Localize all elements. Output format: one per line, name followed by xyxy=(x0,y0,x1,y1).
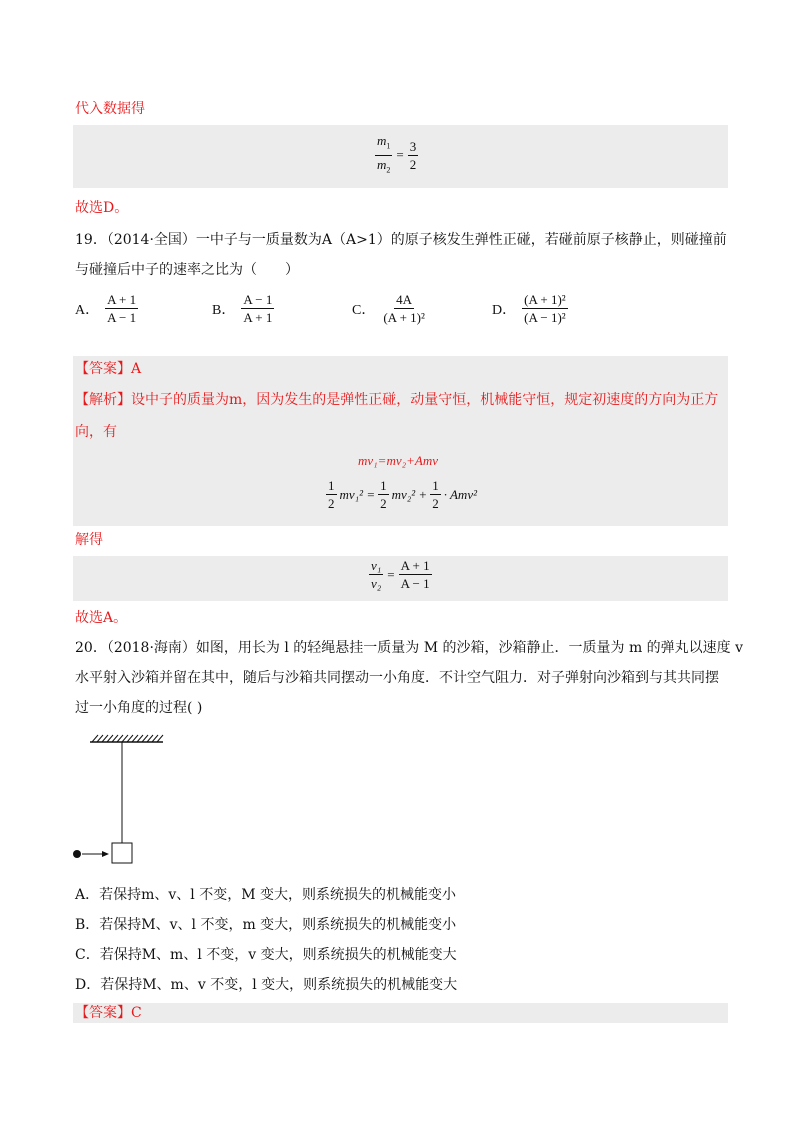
q19-option-b: B． $\frac{A - 1}{A + 1}$ xyxy=(212,292,273,325)
q20-option-a: A．若保持m、v、l 不变，M 变大，则系统损失的机械能变小 xyxy=(75,887,457,903)
velocity-arrow-head xyxy=(102,851,109,857)
q19-option-c: C． $\frac{4A}{\text{(A + 1)²}}$ xyxy=(352,292,425,325)
q20-answer-block xyxy=(73,1003,728,1023)
ceiling-hatch xyxy=(92,735,163,742)
pendulum-sandbox-figure xyxy=(68,730,168,870)
q19-analysis-line1: 【解析】设中子的质量为m，因为发生的是弹性正碰，动量守恒，机械能守恒，规定初速度的方向为正方 xyxy=(75,392,719,408)
q20-option-d: D．若保持M、m、v 不变，l 变大，则系统损失的机械能变大 xyxy=(75,977,458,993)
q20-stem-line1: 20．（2018·海南）如图，用长为 l 的轻绳悬挂一质量为 M 的沙箱，沙箱静止．一质量为 m 的弹丸以速度 v xyxy=(75,640,744,656)
q20-option-b: B．若保持M、v、l 不变，m 变大，则系统损失的机械能变小 xyxy=(75,917,457,933)
mass-ratio-formula: $\frac{m_1}{m_2}$ = $\frac{3}{2}$ xyxy=(377,133,417,175)
momentum-equation: mv₁=mv₂+Amv xyxy=(358,453,438,468)
sandbox xyxy=(112,843,132,863)
q20-stem-line2: 水平射入沙箱并留在其中，随后与沙箱共同摆动一小角度．不计空气阻力．对子弹射向沙箱到与其共同摆 xyxy=(75,670,719,686)
q19-option-d: D． $\frac{\text{(A + 1)²}}{\text{(A − 1)²}}$ xyxy=(492,292,566,325)
velocity-ratio-formula: $\frac{\text{v₁}}{\text{v₂}}$ = $\frac{A + 1}{A - 1}$ xyxy=(371,558,430,591)
substitute-text: 代入数据得 xyxy=(75,101,145,117)
bullet xyxy=(73,850,81,858)
q19-solve-text: 解得 xyxy=(75,532,103,548)
q19-stem-line2: 与碰撞后中子的速率之比为（ ） xyxy=(75,262,299,278)
q19-option-a: A． $\frac{A + 1}{A - 1}$ xyxy=(75,292,137,325)
q19-answer: 【答案】A xyxy=(75,361,142,377)
q19-analysis-line2: 向，有 xyxy=(75,424,117,440)
q20-option-c: C．若保持M、m、l 不变，v 变大，则系统损失的机械能变大 xyxy=(75,947,457,963)
energy-equation: $\frac{1}{2}$ mv₁² = $\frac{1}{2}$ mv₂² + $\frac{1}{2}$ · Amv² xyxy=(328,478,477,511)
q20-stem-line3: 过一小角度的过程( ) xyxy=(75,700,203,716)
choose-d-text: 故选D。 xyxy=(75,200,129,216)
q19-stem-line1: 19．（2014·全国）一中子与一质量数为A（A>1）的原子核发生弹性正碰，若碰前原子核静止，则碰撞前 xyxy=(75,232,727,248)
choose-a-text: 故选A。 xyxy=(75,610,128,626)
q20-answer: 【答案】C xyxy=(75,1005,142,1021)
